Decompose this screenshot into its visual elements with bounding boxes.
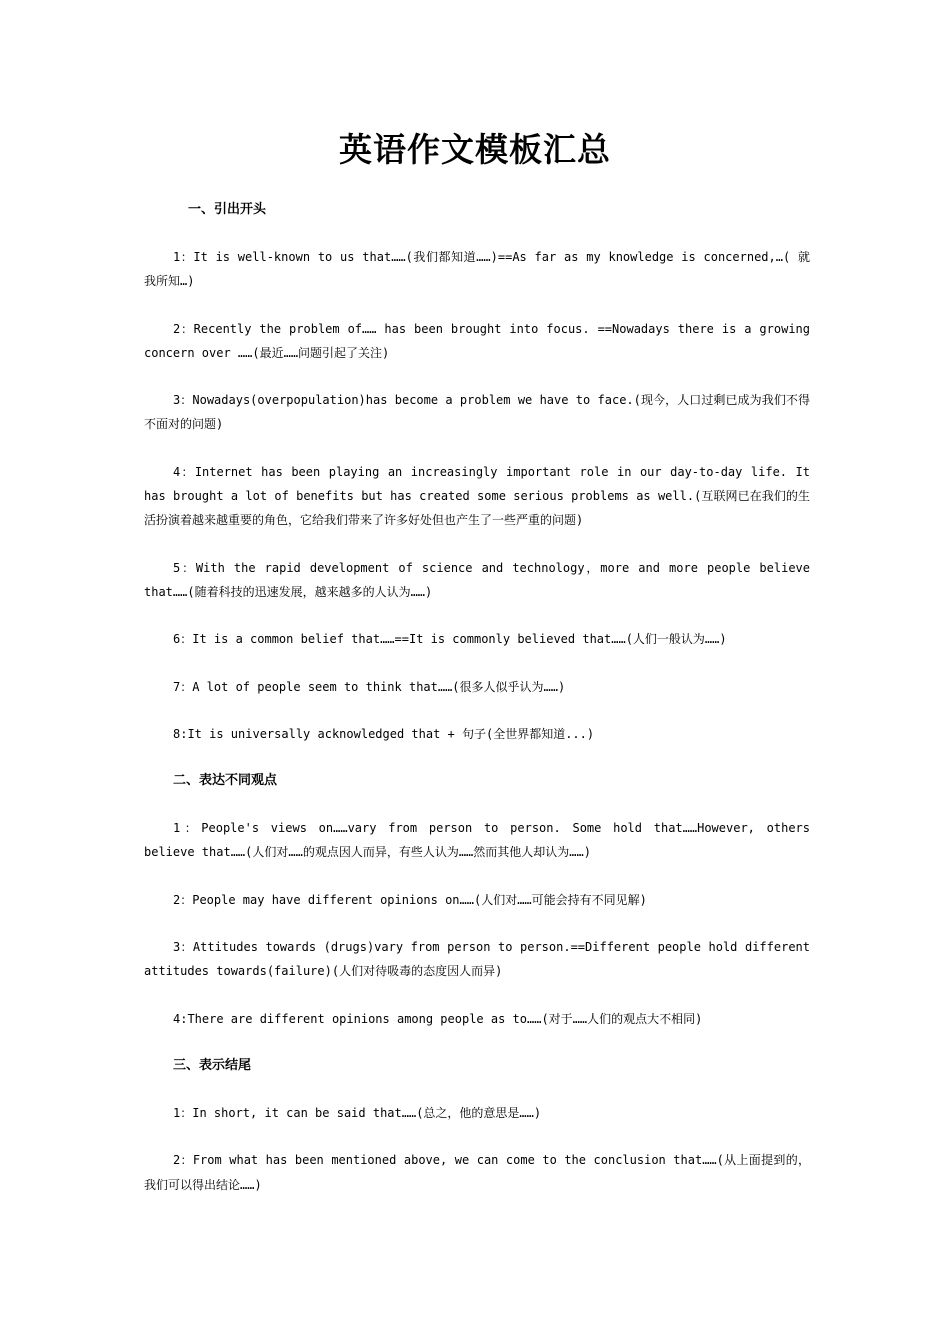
opening-item-8: 8:It is universally acknowledged that + 句子(全世界都知道...)	[173, 726, 595, 741]
opening-item-4: 4：Internet has been playing an increasingly important role in our day-to-day life. It has brought a lot of benefits but has created some serious problems as well.(互联网已在我们的生活扮演着越来越重要的角色，它给我们带来了许多好处但也产生了一些严重的问题)	[144, 464, 810, 528]
opening-item-2: 2：Recently the problem of…… has been brought into focus. ==Nowadays there is a growing concern over ……(最近……问题引起了关注)	[144, 321, 810, 360]
opening-item-3: 3：Nowadays(overpopulation)has become a problem we have to face.(现今，人口过剩已成为我们不得不面对的问题)	[144, 393, 810, 432]
document-title: 英语作文模板汇总	[339, 130, 611, 169]
opening-item-6: 6：It is a common belief that……==It is commonly believed that……(人们一般认为……)	[173, 632, 727, 647]
opinions-item-3: 3：Attitudes towards (drugs)vary from person to person.==Different people hold different attitudes towards(failure)(人们对待吸毒的态度因人而异)	[144, 940, 810, 979]
opinions-item-4: 4:There are different opinions among people as to……(对于……人们的观点大不相同)	[173, 1011, 703, 1026]
opening-item-1: 1：It is well-known to us that……(我们都知道……)==As far as my knowledge is concerned,…( 就我所知…)	[144, 250, 810, 289]
document-body	[144, 198, 810, 1220]
conclusion-item-2: 2：From what has been mentioned above, we can come to the conclusion that……(从上面提到的，我们可以得出结论……)	[144, 1153, 810, 1192]
section-heading-opening: 一、引出开头	[188, 202, 267, 217]
conclusion-item-1: 1：In short, it can be said that……(总之，他的意思是……)	[173, 1105, 542, 1120]
opening-item-5: 5：With the rapid development of science and technology，more and more people believe that……(随着科技的迅速发展，越来越多的人认为……)	[144, 560, 810, 599]
opinions-item-2: 2：People may have different opinions on……(人们对……可能会持有不同见解)	[173, 892, 647, 907]
section-heading-conclusion: 三、表示结尾	[173, 1057, 252, 1073]
opening-item-7: 7：A lot of people seem to think that……(很多人似乎认为……)	[173, 679, 566, 694]
section-heading-opinions: 二、表达不同观点	[173, 773, 278, 789]
opinions-item-1: 1：People's views on……vary from person to person. Some hold that……However, others believe that……(人们对……的观点因人而异，有些人认为……然而其他人却认为……)	[144, 821, 810, 860]
